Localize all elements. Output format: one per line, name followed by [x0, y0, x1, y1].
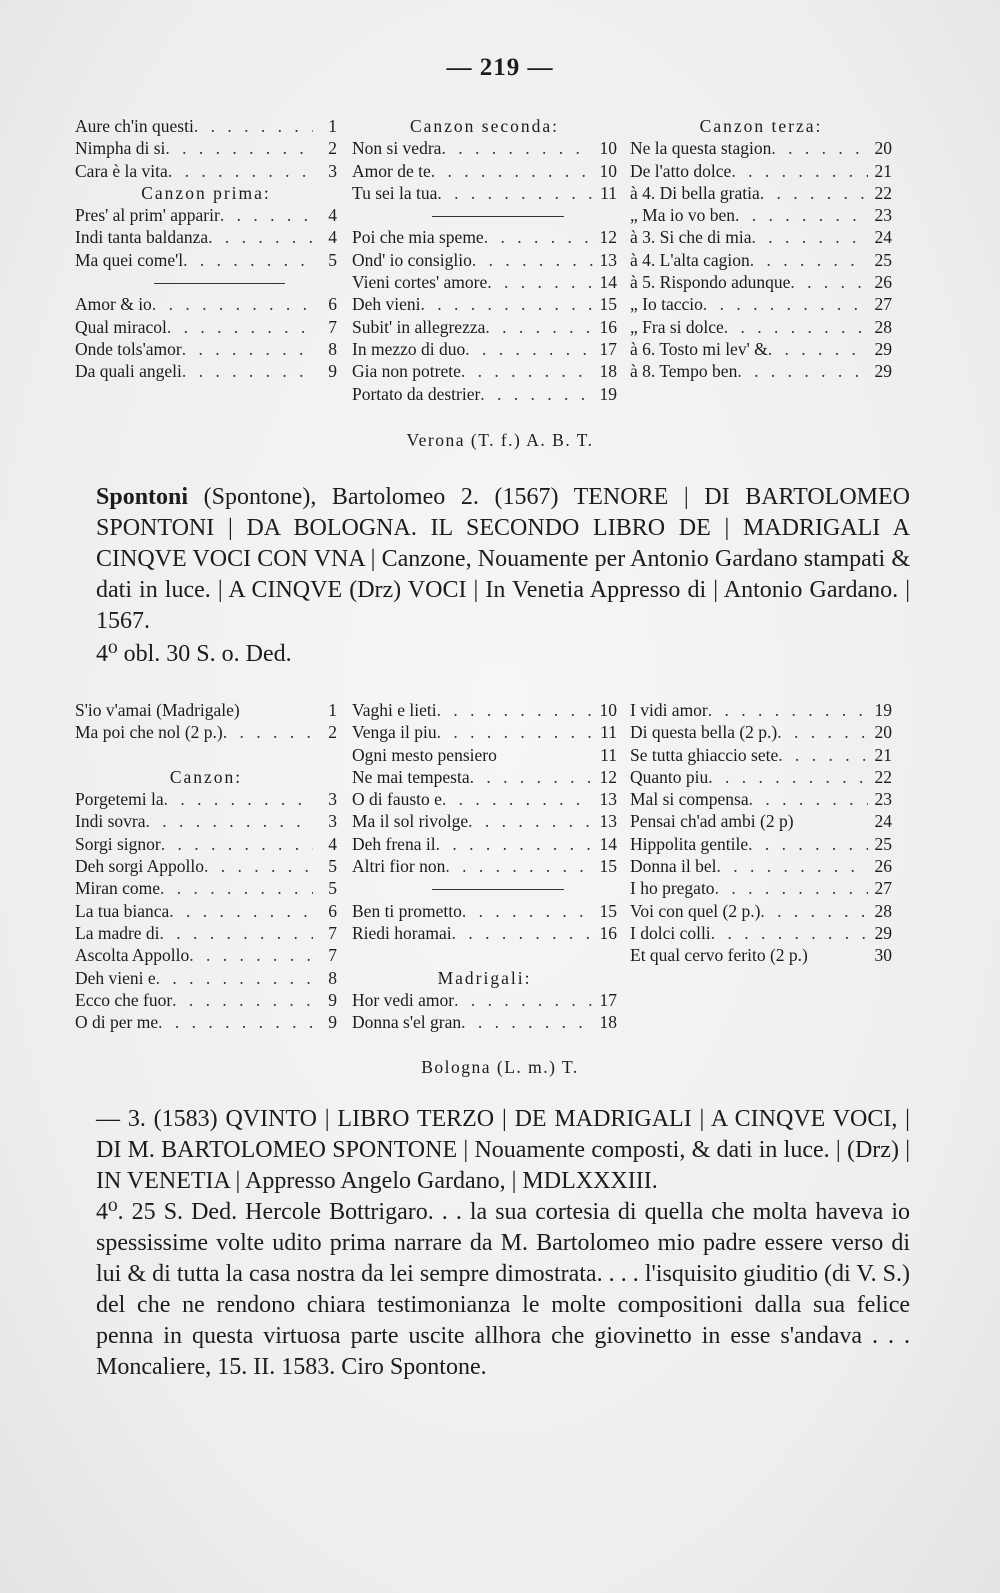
- entry-number: 7: [328, 945, 337, 966]
- entry-number: 5: [328, 878, 337, 899]
- dot-leader: [703, 294, 868, 315]
- dot-leader: [452, 923, 593, 944]
- dot-leader: [484, 227, 593, 248]
- dot-leader: [156, 968, 313, 989]
- index-entry: [75, 901, 337, 923]
- index-entry: [75, 250, 337, 272]
- entry-title: Indi sovra: [75, 811, 146, 832]
- index-entry: [75, 722, 337, 744]
- index-entry: [352, 138, 617, 160]
- dot-leader: [152, 294, 313, 315]
- dot-leader: [182, 339, 313, 360]
- entry-title: Voi con quel (2 p.): [630, 900, 761, 921]
- entry-number: 28: [874, 316, 892, 337]
- entry-title: Da quali angeli: [75, 361, 182, 382]
- index-entry: [352, 700, 617, 722]
- index-entry: [352, 361, 617, 383]
- dot-leader: [158, 1012, 313, 1033]
- entry-title: La tua bianca: [75, 900, 170, 921]
- entry-number: 26: [874, 272, 892, 293]
- section-heading: Canzon:: [169, 766, 243, 787]
- separator-rule: [352, 878, 617, 900]
- index-entry: [630, 811, 892, 833]
- dot-leader: [790, 272, 868, 293]
- entry-title: à 4. Di bella gratia: [630, 182, 760, 203]
- entry-title: Riedi horamai: [352, 922, 452, 943]
- entry-title: O di fausto e: [352, 789, 442, 810]
- entry-number: 19: [874, 700, 892, 720]
- entry-number: 23: [874, 789, 892, 810]
- entry-number: 27: [874, 294, 892, 315]
- entry-number: 2: [328, 138, 337, 159]
- entry-number: 8: [328, 338, 337, 359]
- dot-leader: [194, 116, 313, 137]
- entry-number: 20: [874, 722, 892, 743]
- entry-number: 7: [328, 316, 337, 337]
- dot-leader: [462, 901, 593, 922]
- section1-column-1: [75, 116, 337, 384]
- entry-title: Ne la questa stagion: [630, 138, 772, 159]
- entry-title: Deh sorgi Appollo: [75, 856, 204, 877]
- dot-leader: [771, 138, 868, 159]
- index-entry: [75, 138, 337, 160]
- entry-number: 10: [599, 700, 617, 720]
- index-entry: [75, 205, 337, 227]
- library-location: Verona (T. f.) A. B. T.: [406, 430, 594, 450]
- entry-number: 29: [874, 338, 892, 359]
- dot-leader: [208, 227, 313, 248]
- entry-number: 29: [874, 361, 892, 382]
- entry-title: Hor vedi amor: [352, 989, 455, 1010]
- entry-title: Donna il bel: [630, 856, 717, 877]
- entry-number: 15: [599, 856, 617, 877]
- composer-name: Spontoni: [96, 484, 189, 510]
- entry-number: 26: [874, 856, 892, 877]
- catalog-entry-2: [48, 482, 910, 670]
- entry-title: Porgetemi la: [75, 789, 164, 810]
- dot-leader: [760, 901, 868, 922]
- entry-number: 22: [874, 182, 892, 203]
- entry-number: 20: [874, 138, 892, 159]
- index-entry: [352, 767, 617, 789]
- entry-title: Ogni mesto pensiero: [352, 744, 497, 765]
- entry-title: I vidi amor: [630, 700, 708, 720]
- entry-title: Mal si compensa: [630, 789, 749, 810]
- index-entry: [352, 317, 617, 339]
- catalog-entry-3: [48, 1104, 910, 1383]
- index-entry: [352, 722, 617, 744]
- entry-number: 27: [874, 878, 892, 899]
- section-heading: Canzon seconda:: [409, 116, 560, 136]
- entry-number: 28: [874, 900, 892, 921]
- index-entry: [75, 968, 337, 990]
- dot-leader: [461, 1012, 593, 1033]
- index-entry: [352, 227, 617, 249]
- entry-title: Amor de te: [352, 160, 431, 181]
- entry-number: 25: [874, 249, 892, 270]
- dot-leader: [167, 317, 313, 338]
- entry-number: 9: [328, 361, 337, 382]
- index-entry: [630, 294, 892, 316]
- entry-number: 5: [328, 249, 337, 270]
- separator-rule: [352, 205, 617, 227]
- entry-number: 14: [599, 833, 617, 854]
- index-entry: [352, 811, 617, 833]
- index-entry: [630, 272, 892, 294]
- dot-leader: [724, 317, 868, 338]
- entry-number: 17: [599, 989, 617, 1010]
- entry-title: I dolci colli: [630, 922, 711, 943]
- entry-title: Deh vieni e: [75, 967, 156, 988]
- dot-leader: [145, 811, 313, 832]
- entry-title: Ecco che fuor: [75, 989, 173, 1010]
- dot-leader: [777, 722, 868, 743]
- entry-number: 12: [599, 227, 617, 248]
- dot-leader: [752, 227, 868, 248]
- entry-number: 18: [599, 1012, 617, 1033]
- dot-leader: [160, 878, 313, 899]
- index-entry: [630, 722, 892, 744]
- entry-number: 11: [600, 182, 617, 203]
- entry-number: 14: [599, 272, 617, 293]
- entry-title: I ho pregato: [630, 878, 715, 899]
- entry-number: 12: [599, 766, 617, 787]
- index-entry: [75, 923, 337, 945]
- dot-leader: [468, 811, 593, 832]
- entry-title: Ascolta Appollo: [75, 945, 190, 966]
- entry-title: „ Io taccio: [630, 294, 703, 315]
- entry-title: O di per me: [75, 1012, 159, 1033]
- dot-leader: [161, 834, 313, 855]
- entry-title: Amor & io: [75, 294, 152, 315]
- section-heading: Canzon terza:: [699, 116, 823, 136]
- entry-title: Onde tols'amor: [75, 338, 182, 359]
- dot-leader: [437, 183, 593, 204]
- entry-title: In mezzo di duo: [352, 338, 466, 359]
- entry-title: (Spontone), Bartolomeo 2. (1567) TENORE | DI BARTOLOMEO SPONTONI | DA BOLOGNA. IL SECONDO LIBRO DE | MADRIGALI A CINQVE VOCI CON VNA | Canzone, Nouamente per Antonio Gardano stampati & dati in luce. | A CINQVE (Drz) VOCI | In Venetia Appresso di | Antonio Gardano. | 1567.: [96, 484, 910, 634]
- entry-number: 4: [328, 205, 337, 226]
- page-number: — 219 —: [446, 54, 554, 81]
- entry-title: à 8. Tempo ben: [630, 361, 738, 382]
- dot-leader: [470, 767, 593, 788]
- entry-number: 11: [600, 722, 617, 743]
- index-entry: [75, 361, 337, 383]
- entry-title: Nimpha di si: [75, 138, 166, 159]
- library-location: Bologna (L. m.) T.: [421, 1057, 579, 1077]
- dot-leader: [168, 161, 313, 182]
- entry-number: 3: [328, 811, 337, 832]
- dot-leader: [717, 856, 868, 877]
- entry-number: 9: [328, 989, 337, 1010]
- dot-leader: [487, 272, 593, 293]
- dot-leader: [485, 317, 593, 338]
- dot-leader: [748, 834, 868, 855]
- dot-leader: [472, 250, 593, 271]
- entry-number: 6: [328, 900, 337, 921]
- entry-number: 13: [599, 811, 617, 832]
- dot-leader: [778, 745, 868, 766]
- index-entry: [352, 789, 617, 811]
- dot-leader: [421, 294, 593, 315]
- entry-title: Cara è la vita: [75, 160, 168, 181]
- entry-title: Se tutta ghiaccio sete: [630, 744, 779, 765]
- index-entry: [630, 205, 892, 227]
- dot-leader: [731, 161, 868, 182]
- entry-title: Ma il sol rivolge: [352, 811, 469, 832]
- entry-number: 3: [328, 160, 337, 181]
- index-entry: [630, 901, 892, 923]
- dot-leader: [442, 789, 593, 810]
- index-entry: [75, 834, 337, 856]
- entry-title: à 5. Rispondo adunque: [630, 272, 791, 293]
- entry-title: Non si vedra: [352, 138, 442, 159]
- index-entry: [630, 878, 892, 900]
- entry-title: Pensai ch'ad ambi (2 p): [630, 811, 794, 832]
- entry-number: 13: [599, 789, 617, 810]
- index-entry: [630, 700, 892, 722]
- index-entry: [630, 250, 892, 272]
- index-entry: [75, 317, 337, 339]
- dot-leader: [735, 205, 868, 226]
- entry-number: 23: [874, 205, 892, 226]
- entry-number: 2: [328, 722, 337, 743]
- entry-title: Aure ch'in questi: [75, 116, 194, 136]
- entry-title: De l'atto dolce: [630, 160, 732, 181]
- index-entry: [75, 856, 337, 878]
- entry-number: 15: [599, 900, 617, 921]
- index-entry: [630, 138, 892, 160]
- index-entry: [630, 183, 892, 205]
- entry-number: 22: [874, 766, 892, 787]
- entry-number: 19: [599, 383, 617, 404]
- index-entry: [75, 227, 337, 249]
- entry-number: 30: [874, 945, 892, 966]
- entry-title: — 3. (1583) QVINTO | LIBRO TERZO | DE MADRIGALI | A CINQVE VOCI, | DI M. BARTOLOMEO SPONTONE | Nouamente composti, & dati in luce. | (Drz) | IN VENETIA | Appresso Angelo Gardano, | MDLXXXIII.: [96, 1106, 910, 1194]
- index-entry: [75, 945, 337, 967]
- entry-number: 4: [328, 833, 337, 854]
- entry-number: 24: [874, 811, 892, 832]
- spacer: [352, 945, 617, 967]
- dot-leader: [708, 767, 868, 788]
- entry-number: 16: [599, 316, 617, 337]
- entry-title: Sorgi signor: [75, 833, 161, 854]
- entry-title: Pres' al prim' apparir: [75, 205, 220, 226]
- index-entry: [75, 1012, 337, 1034]
- entry-title: S'io v'amai (Madrigale): [75, 700, 240, 720]
- index-entry: [630, 789, 892, 811]
- dot-leader: [750, 250, 868, 271]
- index-entry: [352, 923, 617, 945]
- entry-title: Donna s'el gran: [352, 1012, 462, 1033]
- dot-leader: [437, 722, 593, 743]
- entry-number: 3: [328, 789, 337, 810]
- index-entry: [75, 789, 337, 811]
- entry-title: Miran come: [75, 878, 161, 899]
- section-heading: Madrigali:: [437, 967, 532, 988]
- entry-number: 4: [328, 227, 337, 248]
- index-entry: [75, 116, 337, 138]
- entry-number: 21: [874, 744, 892, 765]
- index-entry: [352, 1012, 617, 1034]
- entry-title: à 4. L'alta cagion: [630, 249, 750, 270]
- dot-leader: [465, 339, 593, 360]
- dot-leader: [441, 138, 593, 159]
- entry-number: 25: [874, 833, 892, 854]
- entry-number: 16: [599, 922, 617, 943]
- entry-title: Portato da destrier: [352, 383, 481, 404]
- index-entry: [352, 161, 617, 183]
- entry-number: 11: [600, 744, 617, 765]
- entry-title: Gia non potrete: [352, 361, 461, 382]
- index-entry: [352, 901, 617, 923]
- index-entry: [352, 294, 617, 316]
- dot-leader: [737, 361, 868, 382]
- entry-title: Poi che mia speme: [352, 227, 484, 248]
- entry-number: 1: [328, 116, 337, 136]
- index-entry: [630, 767, 892, 789]
- index-entry: [75, 700, 337, 722]
- separator-rule: [75, 272, 337, 294]
- dot-leader: [715, 878, 868, 899]
- index-entry: [630, 834, 892, 856]
- entry-number: 7: [328, 922, 337, 943]
- entry-title: Ma poi che nol (2 p.): [75, 722, 223, 743]
- dot-leader: [160, 923, 313, 944]
- index-entry: [352, 745, 617, 767]
- dot-leader: [165, 138, 313, 159]
- index-entry: [75, 990, 337, 1012]
- index-entry: [630, 227, 892, 249]
- entry-title: Altri fior non: [352, 856, 446, 877]
- entry-title: Deh frena il: [352, 833, 436, 854]
- index-entry: [75, 339, 337, 361]
- index-entry: [630, 317, 892, 339]
- section1-column-2: [352, 116, 617, 406]
- dot-leader: [436, 834, 593, 855]
- index-entry: [630, 945, 892, 967]
- index-entry: [352, 990, 617, 1012]
- dot-leader: [437, 700, 593, 721]
- index-entry: [352, 834, 617, 856]
- index-entry: [352, 384, 617, 406]
- dot-leader: [431, 161, 593, 182]
- entry-number: 6: [328, 294, 337, 315]
- entry-number: 9: [328, 1012, 337, 1033]
- dot-leader: [760, 183, 868, 204]
- dot-leader: [164, 789, 313, 810]
- index-entry: [75, 161, 337, 183]
- entry-number: 29: [874, 922, 892, 943]
- index-entry: [630, 923, 892, 945]
- entry-number: 10: [599, 138, 617, 159]
- entry-title: Indi tanta baldanza: [75, 227, 209, 248]
- entry-number: 1: [328, 700, 337, 720]
- entry-number: 15: [599, 294, 617, 315]
- entry-title: Hippolita gentile: [630, 833, 749, 854]
- entry-number: 8: [328, 967, 337, 988]
- dot-leader: [445, 856, 593, 877]
- entry-format: 4⁰ obl. 30 S. o. Ded.: [96, 641, 292, 667]
- entry-title: Di questa bella (2 p.): [630, 722, 778, 743]
- index-entry: [630, 161, 892, 183]
- index-entry: [630, 856, 892, 878]
- section1-column-3: [630, 116, 892, 384]
- dot-leader: [461, 361, 593, 382]
- entry-number: 13: [599, 249, 617, 270]
- index-entry: [352, 250, 617, 272]
- section2-column-3: [630, 700, 892, 968]
- entry-title: Vaghi e lieti: [352, 700, 437, 720]
- dot-leader: [454, 990, 593, 1011]
- index-entry: [75, 294, 337, 316]
- dot-leader: [480, 384, 593, 405]
- dot-leader: [169, 901, 313, 922]
- index-entry: [75, 811, 337, 833]
- dot-leader: [223, 722, 313, 743]
- entry-number: 5: [328, 856, 337, 877]
- entry-title: Ne mai tempesta: [352, 766, 470, 787]
- entry-title: Tu sei la tua: [352, 182, 438, 203]
- index-entry: [352, 272, 617, 294]
- entry-number: 18: [599, 361, 617, 382]
- entry-title: La madre di: [75, 922, 160, 943]
- dot-leader: [768, 339, 868, 360]
- entry-title: Et qual cervo ferito (2 p.): [630, 945, 808, 966]
- entry-title: Deh vieni: [352, 294, 421, 315]
- dot-leader: [749, 789, 868, 810]
- dot-leader: [172, 990, 313, 1011]
- entry-title: „ Ma io vo ben: [630, 205, 735, 226]
- entry-title: Ond' io consiglio: [352, 249, 472, 270]
- dot-leader: [220, 205, 313, 226]
- index-entry: [75, 878, 337, 900]
- entry-title: Vieni cortes' amore: [352, 272, 488, 293]
- entry-title: „ Fra si dolce: [630, 316, 724, 337]
- index-entry: [352, 856, 617, 878]
- entry-title: Subit' in allegrezza: [352, 316, 486, 337]
- entry-title: Venga il piu: [352, 722, 437, 743]
- entry-number: 17: [599, 338, 617, 359]
- dot-leader: [708, 700, 868, 721]
- dot-leader: [204, 856, 313, 877]
- entry-title: à 6. Tosto mi lev' &: [630, 338, 768, 359]
- entry-format-dedication: 4⁰. 25 S. Ded. Hercole Bottrigaro. . . la sua cortesia di quella che molta haveva io spessissime volte udito prima narrare da M. Bartolomeo mio padre essere verso di lui & di tutta la casa nostra da lei sempre dimostrata. . . . l'isquisito giuditio (di V. S.) del che ne rendono chiara testimonianza le molte compositioni dalla sua felice penna in questa virtuosa parte uscite allhora che giovinetto in esse s'andava . . . Moncaliere, 15. II. 1583. Ciro Spontone.: [96, 1199, 910, 1380]
- dot-leader: [183, 250, 313, 271]
- index-entry: [630, 745, 892, 767]
- entry-title: Qual miracol: [75, 316, 167, 337]
- entry-title: Quanto piu: [630, 766, 709, 787]
- dot-leader: [182, 361, 313, 382]
- spacer: [75, 745, 337, 767]
- section2-column-1: [75, 700, 337, 1034]
- entry-title: à 3. Si che di mia: [630, 227, 752, 248]
- entry-title: Ma quei come'l: [75, 249, 184, 270]
- index-entry: [352, 339, 617, 361]
- entry-number: 21: [874, 160, 892, 181]
- dot-leader: [711, 923, 868, 944]
- section2-column-2: [352, 700, 617, 1034]
- index-entry: [352, 183, 617, 205]
- entry-number: 24: [874, 227, 892, 248]
- entry-title: Ben ti prometto: [352, 900, 462, 921]
- dot-leader: [189, 945, 313, 966]
- index-entry: [630, 361, 892, 383]
- index-entry: [630, 339, 892, 361]
- section-heading: Canzon prima:: [141, 182, 271, 203]
- entry-number: 10: [599, 160, 617, 181]
